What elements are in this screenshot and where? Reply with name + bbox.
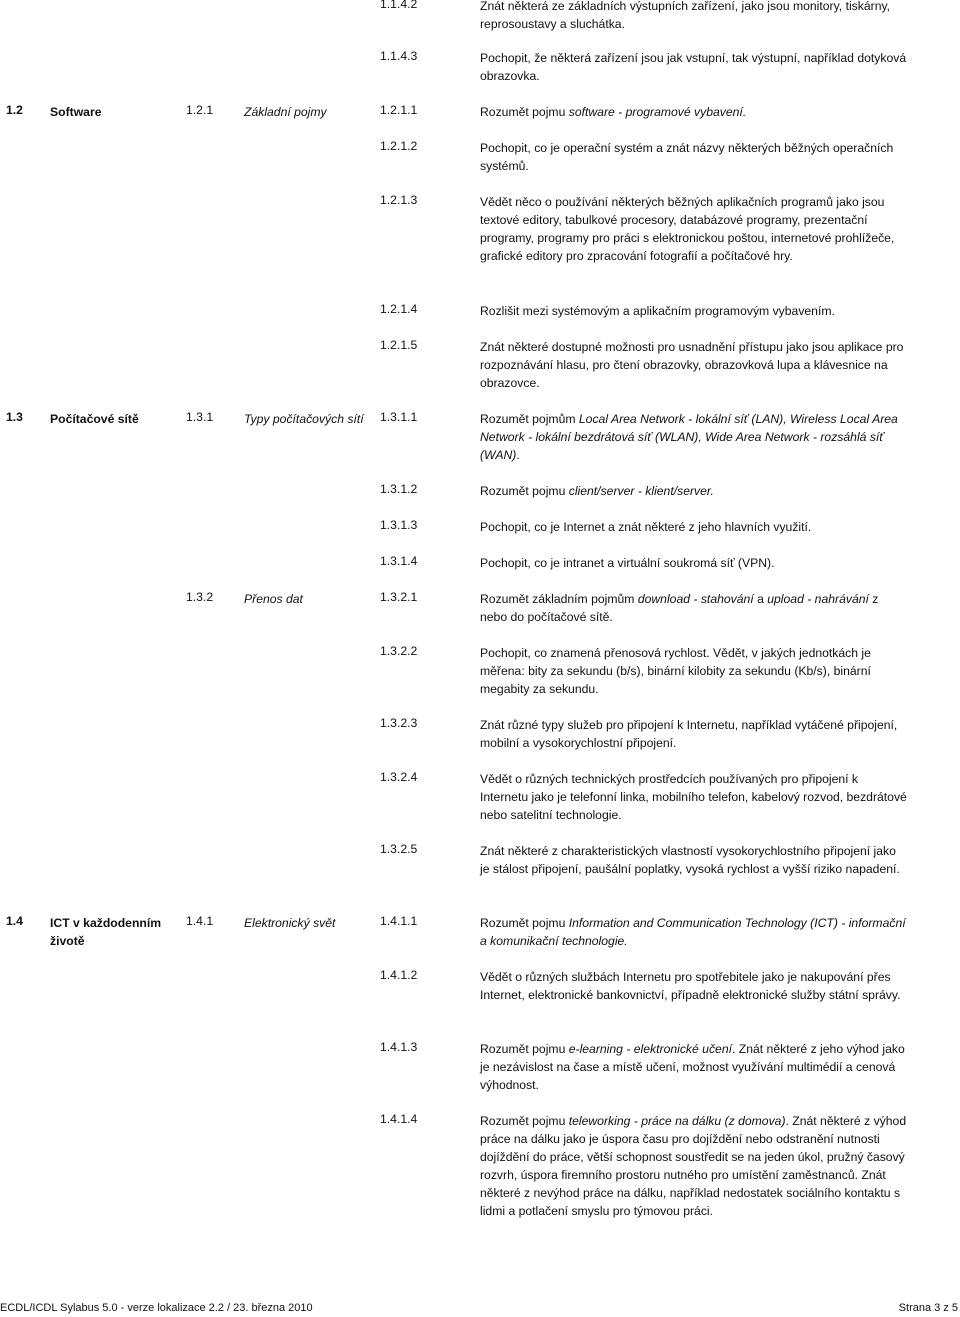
item-ref-number: 1.2.1.1 [380,103,418,117]
category-number: 1.3.1 [186,410,214,424]
section-title: Počítačové sítě [50,412,139,426]
category-title: Základní pojmy [244,105,327,119]
item-ref-number: 1.3.1.4 [380,554,418,568]
category-title: Typy počítačových sítí [244,412,364,426]
item-ref-number: 1.3.2.2 [380,644,418,658]
item-description: Znát některá ze základních výstupních zařízení, jako jsou monitory, tiskárny, reprosoustavy a sluchátka. [480,0,891,31]
item-description: Pochopit, co je operační systém a znát názvy některých běžných operačních systémů. [480,141,894,173]
section-number: 1.2 [6,103,23,117]
item-description: Pochopit, co znamená přenosová rychlost. Vědět, v jakých jednotkách je měřena: bity za sekundu (b/s), binární kilobity za sekundu (Kb/s), binární megabity za sekundu. [480,646,871,696]
item-description: Vědět o různých technických prostředcích používaných pro připojení k Internetu jako je telefonní linka, mobilního telefon, kabelový rozvod, bezdrátové nebo satelitní technologie. [480,772,907,822]
item-description: Rozumět pojmu Information and Communication Technology (ICT) - informační a komunikační technologie. [480,916,906,948]
category-number: 1.2.1 [186,103,214,117]
item-description: Rozumět pojmu client/server - klient/server. [480,484,714,498]
item-ref-number: 1.3.1.2 [380,482,418,496]
item-ref-number: 1.4.1.3 [380,1040,418,1054]
item-description: Znát některé dostupné možnosti pro usnadnění přístupu jako jsou aplikace pro rozpoznávání hlasu, pro čtení obrazovky, obrazovková lupa a klávesnice na obrazovce. [480,340,904,390]
footer-left: ECDL/ICDL Sylabus 5.0 - verze lokalizace 2.2 / 23. března 2010 [0,1302,313,1314]
item-description: Rozlišit mezi systémovým a aplikačním programovým vybavením. [480,304,835,318]
item-ref-number: 1.2.1.5 [380,338,418,352]
item-ref-number: 1.4.1.4 [380,1112,418,1126]
item-description: Rozumět pojmu e-learning - elektronické učení. Znát některé z jeho výhod jako je nezávislost na čase a místě učení, možnost využívání multimédií a cenová výhodnost. [480,1042,905,1092]
item-description: Rozumět pojmu teleworking - práce na dálku (z domova). Znát některé z výhod práce na dálku jako je úspora času pro dojíždění nebo odstranění nutnosti dojíždění do práce, větší schopnost soustředit se na jeden úkol, pružný časový rozvrh, úspora firemního prostoru nutného pro umístění zaměstnanců. Znát některé z nevýhod práce na dálku, například nedostatek sociálního kontaktu s lidmi a potlačení smyslu pro týmovou práci. [480,1114,907,1218]
item-description: Pochopit, co je intranet a virtuální soukromá síť (VPN). [480,556,775,570]
item-ref-number: 1.3.1.1 [380,410,418,424]
item-ref-number: 1.3.2.1 [380,590,418,604]
item-description: Vědět o různých službách Internetu pro spotřebitele jako je nakupování přes Internet, elektronické bankovnictví, případně elektronické služby státní správy. [480,970,901,1002]
item-ref-number: 1.3.2.4 [380,770,418,784]
category-number: 1.3.2 [186,590,214,604]
item-description: Rozumět pojmu software - programové vybavení. [480,105,747,119]
item-description: Znát některé z charakteristických vlastností vysokorychlostního připojení jako je stálost připojení, paušální poplatky, vysoká rychlost a vyšší riziko napadení. [480,844,900,876]
item-description: Znát různé typy služeb pro připojení k Internetu, například vytáčené připojení, mobilní a vysokorychlostní připojení. [480,718,898,750]
item-ref-number: 1.4.1.1 [380,914,418,928]
item-ref-number: 1.1.4.2 [380,0,418,11]
item-ref-number: 1.4.1.2 [380,968,418,982]
section-title: ICT v každodenním životě [50,916,162,948]
category-title: Elektronický svět [244,916,336,930]
footer-page-number: Strana 3 z 5 [898,1302,958,1314]
item-description: Pochopit, že některá zařízení jsou jak vstupní, tak výstupní, například dotyková obrazovka. [480,51,907,83]
item-ref-number: 1.3.1.3 [380,518,418,532]
item-ref-number: 1.1.4.3 [380,49,418,63]
item-ref-number: 1.2.1.4 [380,302,418,316]
section-title: Software [50,105,102,119]
item-description: Rozumět základním pojmům download - stahování a upload - nahrávání z nebo do počítačové sítě. [480,592,879,624]
item-description: Rozumět pojmům Local Area Network - lokální síť (LAN), Wireless Local Area Network - lokální bezdrátová síť (WLAN), Wide Area Network - rozsáhlá síť (WAN). [480,412,898,462]
category-number: 1.4.1 [186,914,214,928]
section-number: 1.4 [6,914,23,928]
section-number: 1.3 [6,410,23,424]
item-description: Vědět něco o používání některých běžných aplikačních programů jako jsou textové editory, tabulkové procesory, databázové programy, prezentační programy, programy pro práci s elektronickou poštou, internetové prohlížeče, grafické editory pro zpracování fotografií a počítačové hry. [480,195,895,263]
item-description: Pochopit, co je Internet a znát některé z jeho hlavních využití. [480,520,812,534]
item-ref-number: 1.2.1.2 [380,139,418,153]
item-ref-number: 1.3.2.3 [380,716,418,730]
item-ref-number: 1.2.1.3 [380,193,418,207]
item-ref-number: 1.3.2.5 [380,842,418,856]
category-title: Přenos dat [244,592,303,606]
